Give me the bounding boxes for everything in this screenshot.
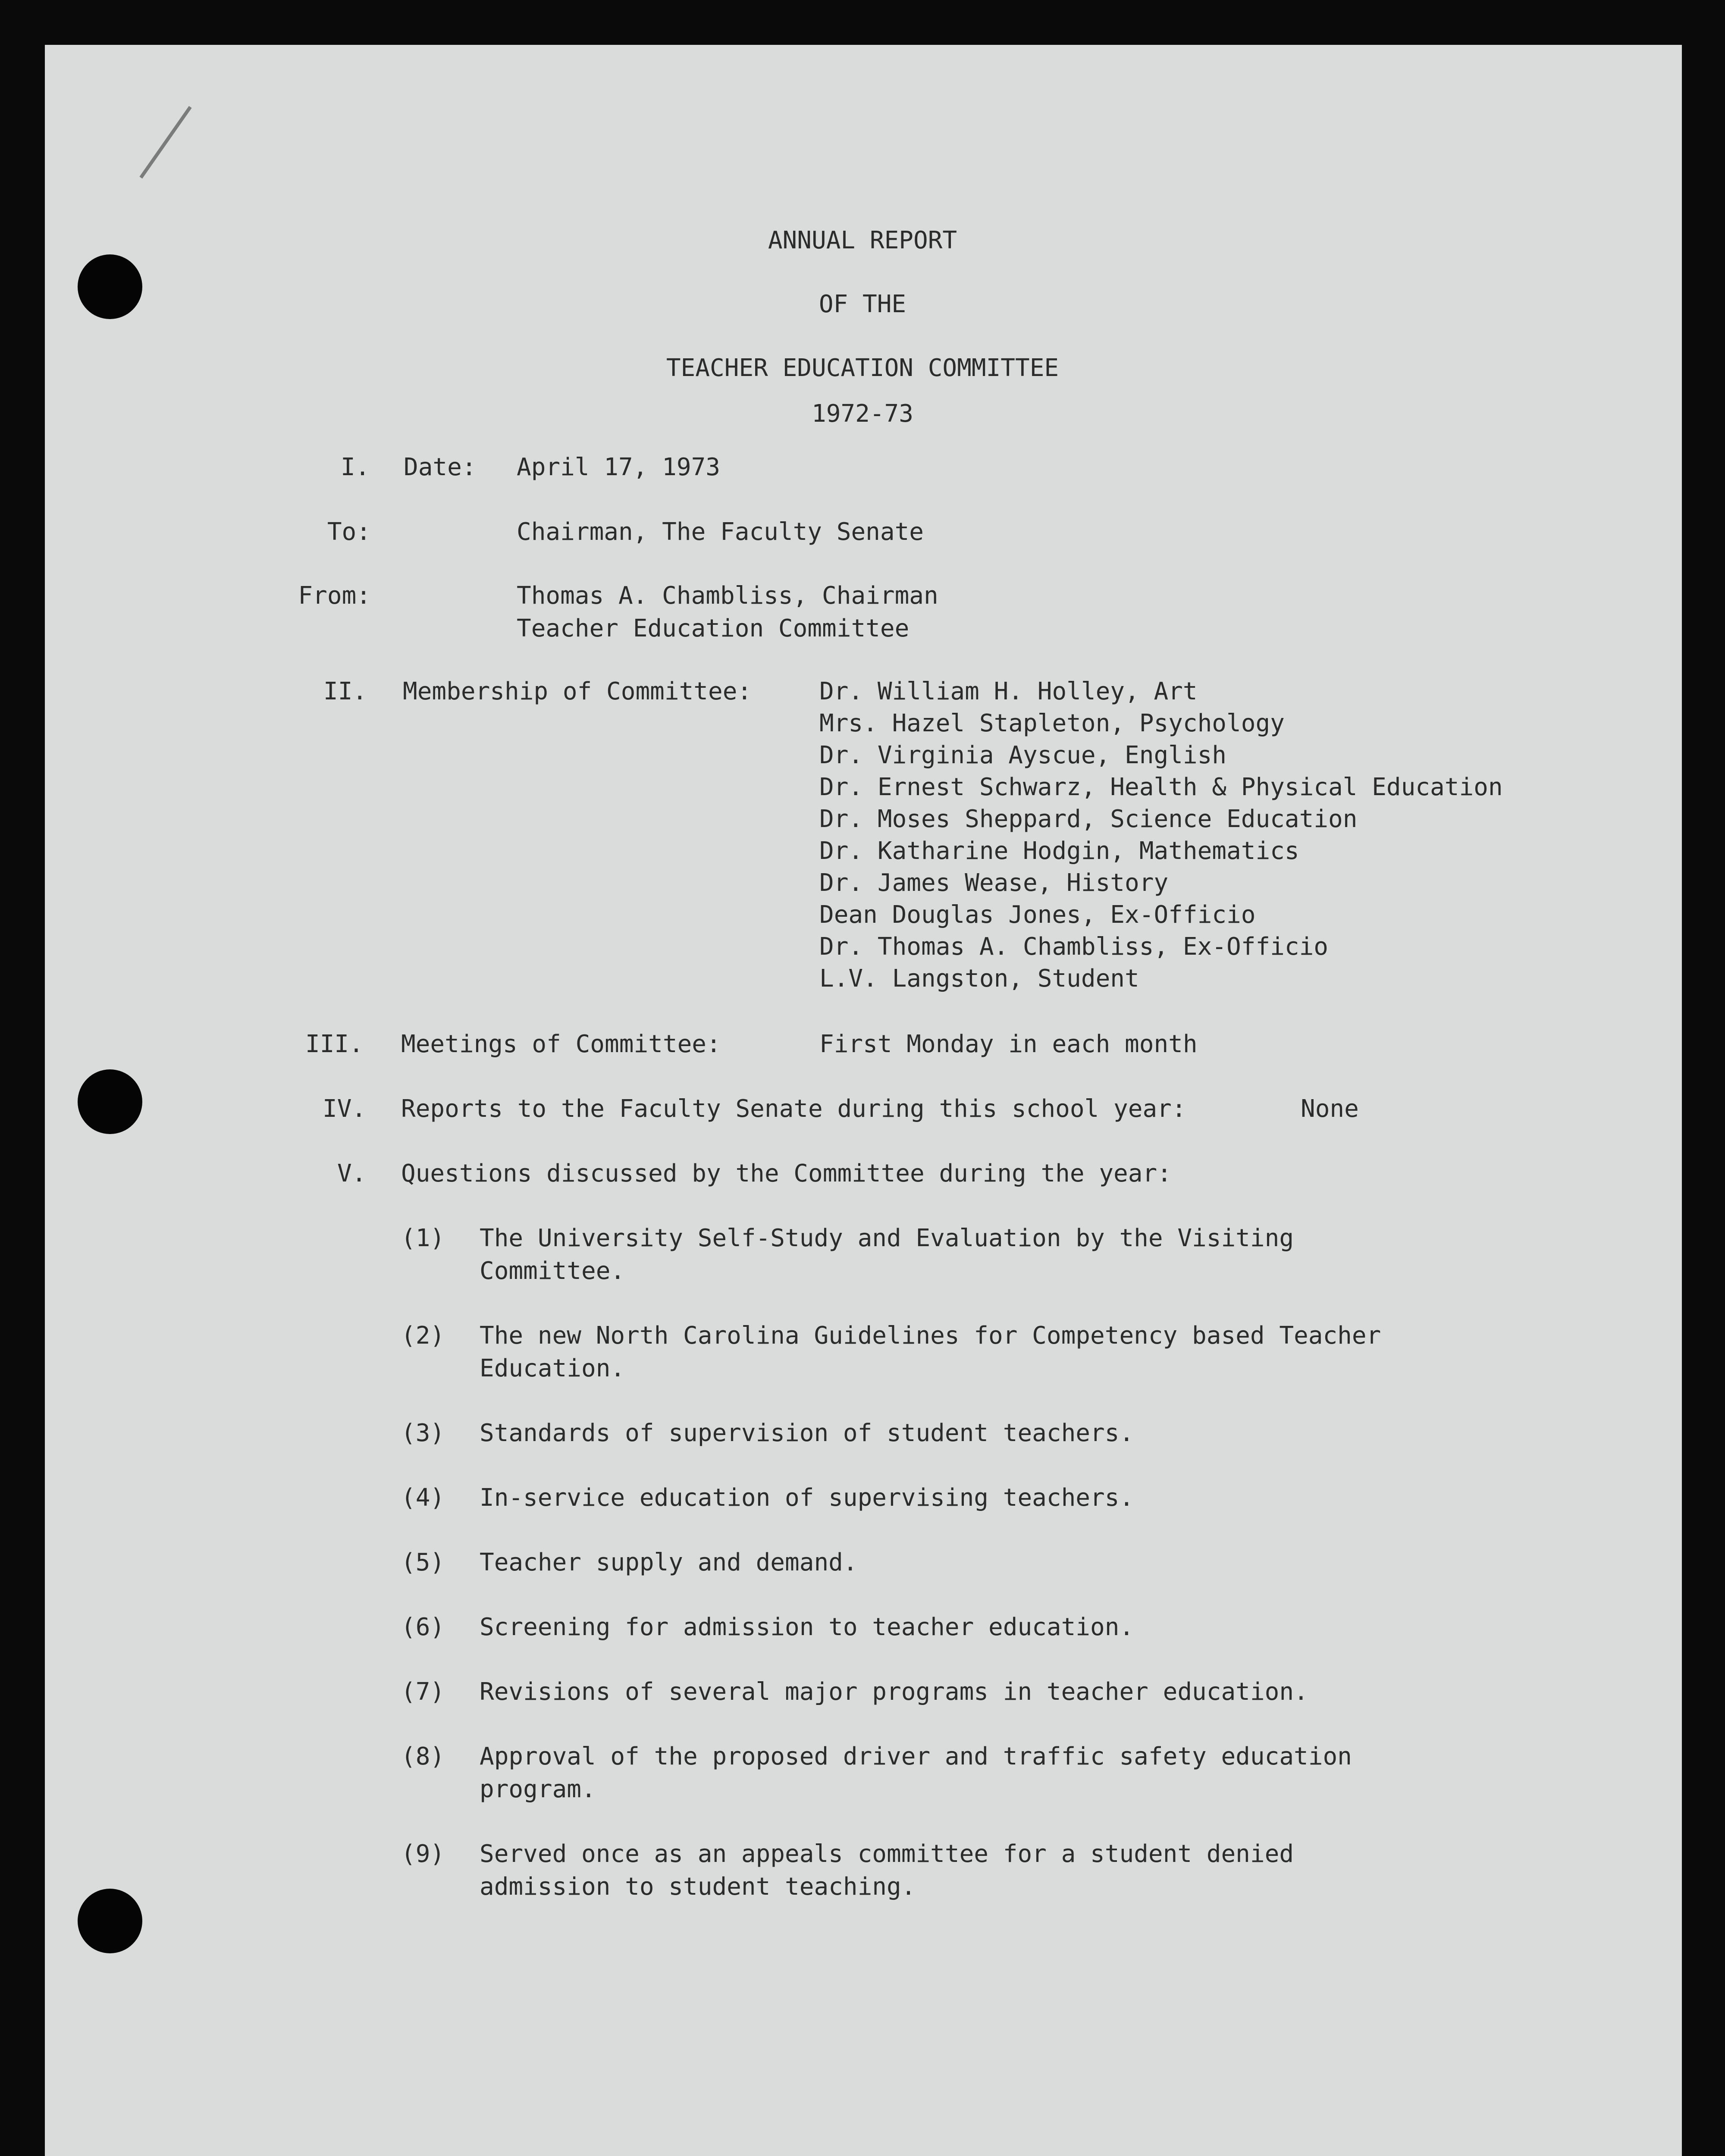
member-list-item: Dr. Moses Sheppard, Science Education — [819, 805, 1358, 833]
from-label: From: — [298, 582, 371, 610]
member-list-item: Dr. Ernest Schwarz, Health & Physical Education — [819, 773, 1503, 801]
questions-label: Questions discussed by the Committee during the year: — [401, 1159, 1172, 1188]
title-year: 1972-73 — [811, 400, 913, 428]
question-text-line-1: The new North Carolina Guidelines for Competency based Teacher — [480, 1322, 1381, 1350]
question-number: (2) — [401, 1322, 445, 1350]
section-2-numeral: II. — [323, 677, 367, 705]
section-1-numeral: I. — [341, 453, 370, 481]
question-text-line-1: Standards of supervision of student teachers. — [480, 1419, 1134, 1447]
question-text-line-1: In-service education of supervising teachers. — [480, 1484, 1134, 1512]
from-value-line-2: Teacher Education Committee — [517, 614, 910, 642]
question-text-line-1: Revisions of several major programs in teacher education. — [480, 1678, 1308, 1706]
question-number: (5) — [401, 1548, 445, 1576]
meetings-value: First Monday in each month — [819, 1030, 1198, 1058]
question-text-line-2: program. — [480, 1775, 596, 1803]
section-4-numeral: IV. — [323, 1095, 367, 1123]
question-number: (7) — [401, 1678, 445, 1706]
punch-hole-middle — [78, 1069, 142, 1134]
to-label: To: — [327, 518, 371, 546]
section-5-numeral: V. — [337, 1159, 367, 1188]
title-line-1: ANNUAL REPORT — [768, 226, 957, 254]
punch-hole-bottom — [78, 1889, 142, 1953]
member-list-item: L.V. Langston, Student — [819, 965, 1139, 993]
question-number: (3) — [401, 1419, 445, 1447]
member-list-item: Dr. Katharine Hodgin, Mathematics — [819, 837, 1299, 865]
question-text-line-1: Served once as an appeals committee for a student denied — [480, 1840, 1294, 1868]
title-line-3: TEACHER EDUCATION COMMITTEE — [666, 354, 1059, 382]
question-number: (1) — [401, 1224, 445, 1252]
question-text-line-1: Teacher supply and demand. — [480, 1548, 858, 1576]
question-text-line-1: Approval of the proposed driver and traffic safety education — [480, 1742, 1352, 1771]
from-value-line-1: Thomas A. Chambliss, Chairman — [517, 582, 938, 610]
member-list-item: Dr. Thomas A. Chambliss, Ex-Officio — [819, 933, 1329, 961]
question-number: (9) — [401, 1840, 445, 1868]
question-number: (4) — [401, 1484, 445, 1512]
question-text-line-2: Education. — [480, 1354, 625, 1382]
to-value: Chairman, The Faculty Senate — [517, 518, 924, 546]
question-text-line-2: Committee. — [480, 1257, 625, 1285]
meetings-label: Meetings of Committee: — [401, 1030, 721, 1058]
member-list-item: Dean Douglas Jones, Ex-Officio — [819, 901, 1256, 929]
title-line-2: OF THE — [819, 290, 906, 318]
member-list-item: Mrs. Hazel Stapleton, Psychology — [819, 709, 1285, 737]
question-text-line-2: admission to student teaching. — [480, 1873, 916, 1901]
reports-label: Reports to the Faculty Senate during this school year: — [401, 1095, 1186, 1123]
date-value: April 17, 1973 — [517, 453, 721, 481]
date-label: Date: — [404, 453, 477, 481]
member-list-item: Dr. James Wease, History — [819, 869, 1169, 897]
question-number: (6) — [401, 1613, 445, 1641]
question-number: (8) — [401, 1742, 445, 1771]
member-list-item: Dr. Virginia Ayscue, English — [819, 741, 1227, 769]
question-text-line-1: Screening for admission to teacher education. — [480, 1613, 1134, 1641]
member-list-item: Dr. William H. Holley, Art — [819, 677, 1198, 705]
section-3-numeral: III. — [305, 1030, 364, 1058]
membership-label: Membership of Committee: — [403, 677, 752, 705]
reports-value: None — [1301, 1095, 1359, 1123]
question-text-line-1: The University Self-Study and Evaluation by the Visiting — [480, 1224, 1294, 1252]
